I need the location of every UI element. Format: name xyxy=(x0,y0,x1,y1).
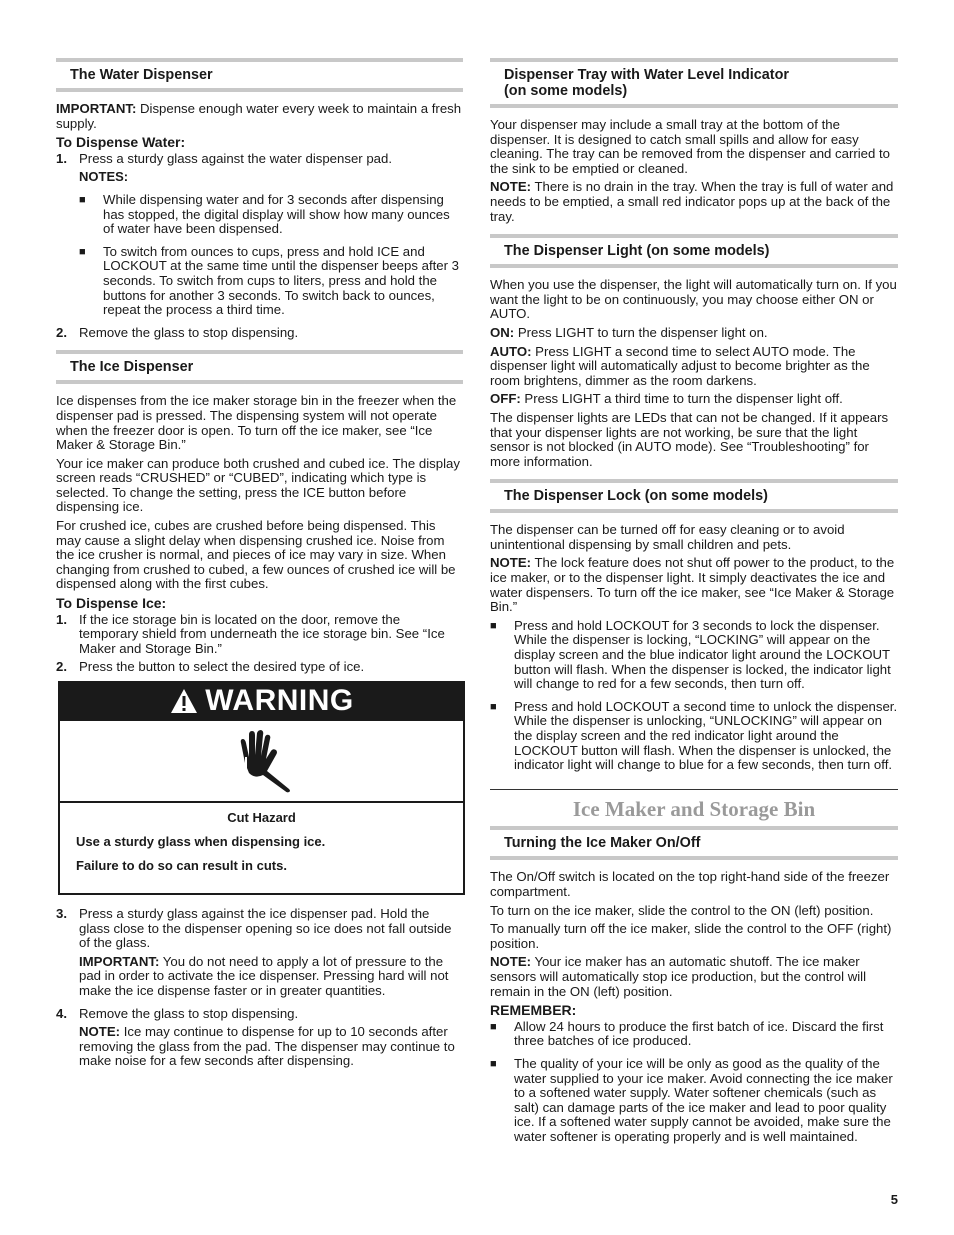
section-heading-ice-dispenser: The Ice Dispenser xyxy=(56,350,463,384)
note-label: NOTE: xyxy=(79,1024,121,1040)
note-text: The lock feature does not shut off power to the product, to the ice maker, or to the dispenser light. It simply deactivates the ice and water dispensers. To turn off the ice maker, see “Ice Maker & Storage Bin.” xyxy=(490,555,895,615)
step-text: If the ice storage bin is located on the door, remove the temporary shield from underneath the ice storage bin. See “Ice Maker and Storage Bin.” xyxy=(79,611,445,656)
heading-line: (on some models) xyxy=(504,83,628,99)
paragraph: Your ice maker can produce both crushed and cubed ice. The display screen reads “CRUSHED” or “CUBED”, indicating which type is selected. To change the setting, press the ICE button before dispensing ice. xyxy=(56,455,460,515)
warning-line: Failure to do so can result in cuts. xyxy=(76,858,287,873)
important-paragraph xyxy=(56,102,463,131)
note-label: NOTE: xyxy=(490,179,532,195)
auto-paragraph xyxy=(490,345,898,389)
note-text: There is no drain in the tray. When the tray is full of water and needs to be emptied, a small red indicator pops up at the back of the tray. xyxy=(490,179,894,224)
numbered-step xyxy=(56,326,463,341)
section-heading-water-dispenser: The Water Dispenser xyxy=(56,58,463,92)
important-text: Dispense enough water every week to maintain a fresh supply. xyxy=(56,101,462,131)
paragraph: When you use the dispenser, the light will automatically turn on. If you want the light to be on continuously, you may choose either ON or AUTO. xyxy=(490,277,897,322)
step-text: Remove the glass to stop dispensing. xyxy=(79,1005,299,1021)
note-paragraph xyxy=(79,1025,463,1069)
note-text: Ice may continue to dispense for up to 10 seconds after removing the glass from the pad. The dispenser may continue to make noise for a few seconds after dispensing. xyxy=(79,1024,455,1069)
paragraph: To manually turn off the ice maker, slide the control to the OFF (right) position. xyxy=(490,921,892,951)
off-text: Press LIGHT a third time to turn the dispenser light off. xyxy=(520,391,843,407)
step-text: Press a sturdy glass against the water dispenser pad. xyxy=(79,150,393,166)
note-text: Your ice maker has an automatic shutoff. The ice maker sensors will automatically stop ice production, but the control will remain in the ON (left) position. xyxy=(490,954,867,999)
paragraph: The dispenser lights are LEDs that can not be changed. If it appears that your dispenser lights are not working, be sure that the light sensor is not blocked (in AUTO mode). See “Troubleshooting” for more information. xyxy=(490,409,889,469)
off-label: OFF: xyxy=(490,391,521,407)
section-heading-dispenser-light: The Dispenser Light (on some models) xyxy=(490,234,898,268)
important-label: IMPORTANT: xyxy=(79,953,160,969)
numbered-step xyxy=(56,613,463,657)
important-label: IMPORTANT: xyxy=(56,101,137,116)
section-heading-ice-maker-on-off: Turning the Ice Maker On/Off xyxy=(490,826,898,860)
note-paragraph xyxy=(490,180,898,224)
step-number: 1. xyxy=(56,150,67,166)
on-text: Press LIGHT to turn the dispenser light on. xyxy=(514,324,768,340)
note-paragraph xyxy=(490,556,898,614)
step-text: Remove the glass to stop dispensing. xyxy=(79,324,299,340)
page-number: 5 xyxy=(890,1192,898,1207)
on-paragraph xyxy=(490,326,898,341)
paragraph: For crushed ice, cubes are crushed before being dispensed. This may cause a slight delay when dispensing crushed ice. Noise from the ice crusher is normal, and pieces of ice may vary in size. When changing from crushed to cubed, a few ounces of crushed ice will be dispensed along with the first cubes. xyxy=(56,518,456,592)
warning-text xyxy=(60,803,463,893)
cut-hazard-pictogram xyxy=(60,719,463,803)
auto-text: Press LIGHT a second time to select AUTO mode. The dispenser light will automatically adjust to become brighter as the room brightens, dimmer as the room darkens. xyxy=(490,343,870,388)
important-text: You do not need to apply a lot of pressure to the pad in order to activate the ice dispenser. Pressing hard will not make the ice dispense faster or in greater quantities. xyxy=(79,953,449,998)
list-item xyxy=(490,619,898,692)
on-label: ON: xyxy=(490,324,515,340)
cut-hand-icon xyxy=(227,729,297,793)
section-heading-dispenser-tray xyxy=(490,58,898,108)
bullet-icon: ■ xyxy=(490,1057,497,1070)
paragraph: Your dispenser may include a small tray at the bottom of the dispenser. It is designed to catch small spills and allow for easy cleaning. The tray can be removed from the dispenser and carried to the sink to be emptied or cleaned. xyxy=(490,117,890,176)
warning-header xyxy=(60,683,463,719)
hazard-title: Cut Hazard xyxy=(227,810,296,825)
note-label: NOTE: xyxy=(490,555,532,571)
list-item xyxy=(490,1020,898,1049)
step-number: 1. xyxy=(56,611,67,627)
off-paragraph xyxy=(490,392,898,407)
heading-line: Dispenser Tray with Water Level Indicator xyxy=(504,67,789,83)
paragraph: Ice dispenses from the ice maker storage bin in the freezer when the dispenser pad is pressed. The dispensing system will not operate when the freezer door is open. To turn off the ice maker, see “Ice Maker & Storage Bin.” xyxy=(56,393,457,453)
list-item-text: Press and hold LOCKOUT a second time to unlock the dispenser. While the dispenser is unlocking, “UNLOCKING” will appear on the display screen and the red indicator light around the LOCKOUT button will flash. When the dispenser is unlocked, the indicator light will change to blue for a few seconds, then turn off. xyxy=(514,698,898,773)
paragraph: To turn on the ice maker, slide the control to the ON (left) position. xyxy=(490,902,874,918)
list-item xyxy=(490,700,898,773)
list-item-text: The quality of your ice will be only as good as the quality of the water supplied to your ice maker. Avoid connecting the ice maker to a softened water supply. Water softener chemicals (such as salt) can damage parts of the ice maker and lead to poor quality ice. If a softened water supply cannot be avoided, make sure the water softener is operating properly and is well maintained. xyxy=(514,1055,893,1144)
warning-box xyxy=(58,681,465,895)
step-number: 2. xyxy=(56,324,67,340)
chapter-title: Ice Maker and Storage Bin xyxy=(490,789,898,827)
note-paragraph xyxy=(490,955,898,999)
section-heading-dispenser-lock: The Dispenser Lock (on some models) xyxy=(490,479,898,513)
bullet-icon: ■ xyxy=(490,700,497,713)
warning-line: Use a sturdy glass when dispensing ice. xyxy=(76,834,326,849)
list-item xyxy=(79,245,463,318)
warning-triangle-icon xyxy=(169,687,199,715)
paragraph: The On/Off switch is located on the top right-hand side of the freezer compartment. xyxy=(490,869,890,899)
auto-label: AUTO: xyxy=(490,343,532,359)
step-text: Press the button to select the desired type of ice. xyxy=(79,659,365,675)
step-number: 4. xyxy=(56,1005,67,1021)
bullet-icon: ■ xyxy=(79,245,86,258)
bullet-icon: ■ xyxy=(490,619,497,632)
right-column xyxy=(490,58,898,1152)
list-item-text: Press and hold LOCKOUT for 3 seconds to lock the dispenser. While the dispenser is locking, “LOCKING” will appear on the display screen and the blue indicator light around the LOCKOUT button will flash. When the dispenser is locked, the indicator light will change to red for a few seconds, then turn off. xyxy=(514,617,891,692)
remember-label: REMEMBER: xyxy=(490,1002,577,1019)
list-item xyxy=(490,1057,898,1145)
note-label: NOTE: xyxy=(490,954,532,970)
list-item-text: While dispensing water and for 3 seconds after dispensing has stopped, the digital display will show how many ounces of water have been dispensed. xyxy=(103,191,450,237)
important-paragraph xyxy=(79,955,463,999)
numbered-step xyxy=(56,660,463,675)
paragraph: The dispenser can be turned off for easy cleaning or to avoid unintentional dispensing by small children and pets. xyxy=(490,522,845,552)
step-number: 2. xyxy=(56,659,67,675)
numbered-step xyxy=(56,1007,463,1022)
bullet-icon: ■ xyxy=(79,193,86,206)
subheading-to-dispense-water: To Dispense Water: xyxy=(56,134,186,151)
list-item-text: To switch from ounces to cups, press and hold ICE and LOCKOUT at the same time until the dispenser beeps after 3 seconds. To switch from cups to liters, press and hold the buttons for another 3 seconds. To switch back to ounces, repeat the process a third time. xyxy=(103,243,459,318)
list-item xyxy=(79,193,463,237)
numbered-step xyxy=(56,152,463,167)
step-text: Press a sturdy glass against the ice dispenser pad. Hold the glass close to the dispenser opening so ice does not fall outside of the glass. xyxy=(79,906,452,951)
subheading-to-dispense-ice: To Dispense Ice: xyxy=(56,595,167,612)
bullet-icon: ■ xyxy=(490,1020,497,1033)
left-column xyxy=(56,58,463,1073)
list-item-text: Allow 24 hours to produce the first batch of ice. Discard the first three batches of ice produced. xyxy=(514,1018,884,1049)
warning-title: WARNING xyxy=(205,683,354,717)
notes-label: NOTES: xyxy=(79,169,129,185)
numbered-step xyxy=(56,907,463,951)
step-number: 3. xyxy=(56,906,67,921)
